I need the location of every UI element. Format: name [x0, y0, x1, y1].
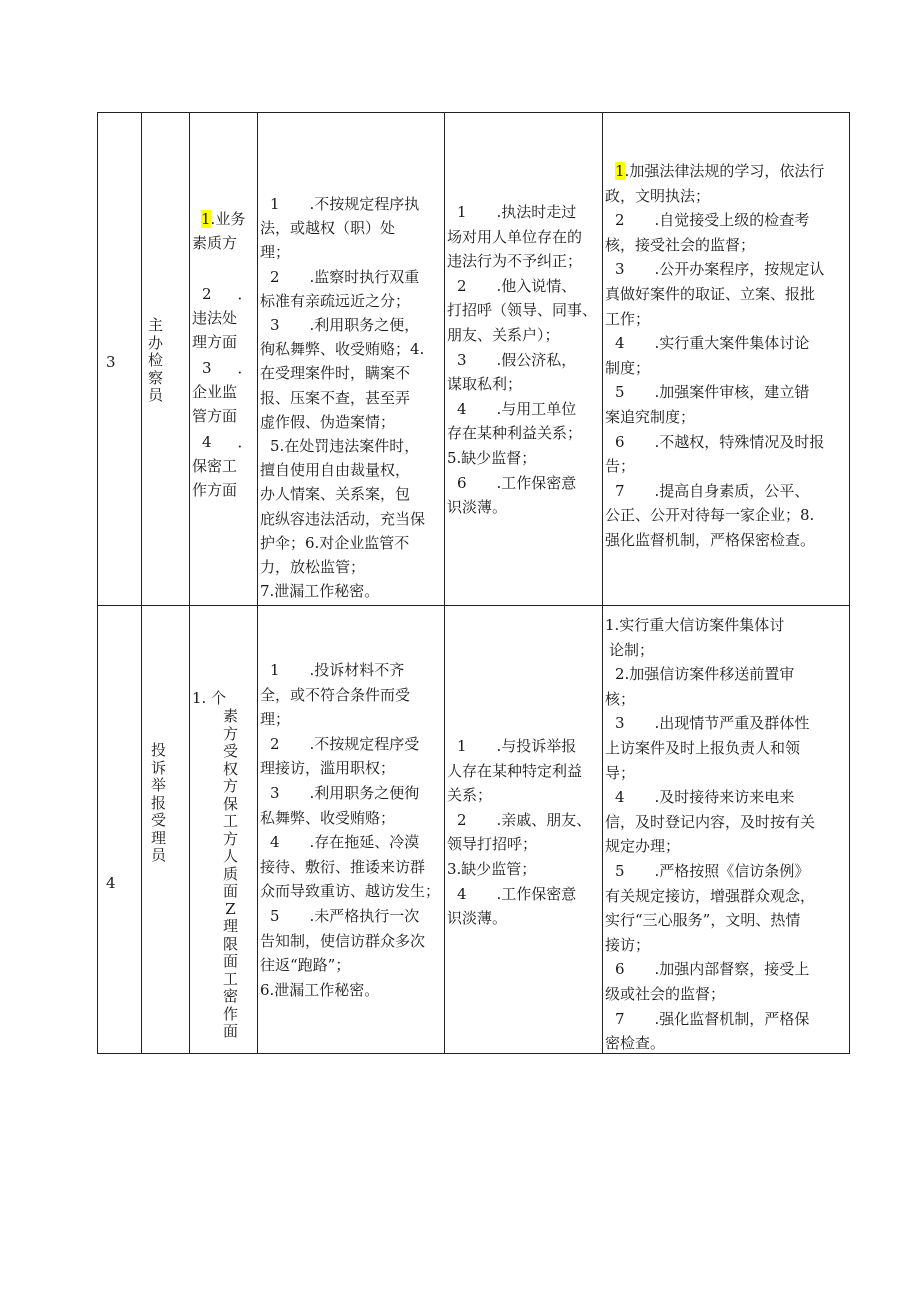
table-border-left	[97, 112, 98, 1054]
role-label: 投 诉 举 报 受 理 员	[150, 741, 166, 864]
risk-factors-vertical-text: 素 方 受 权 方 保 工 方 人 质 面 Z 理 限 面 工 密 作 面	[222, 707, 238, 1040]
risk-factor-1: 1.业务 素质方	[192, 210, 246, 252]
risk-factor-4: 4 ． 保密工 作方面	[192, 433, 253, 499]
col-divider-1	[141, 112, 142, 1054]
row-divider	[97, 605, 850, 606]
table-border-right	[849, 112, 850, 1054]
risk-manifestations: 1 .不按规定程序执 法，或越权（职）处 理； 2 .监察时执行双重 标准有亲疏远近之分； 3 .利用职务之便， 徇私舞弊、收受贿赂；4. 在受理案件时，瞒案不 报、压案不查，甚至弄 虚作假、伪造案情； 5.在处罚违法案件时， 擅自使用自由裁量权， 办人情案、关系案，包 庇纵容违法活动，充当保 护伞；6.对企业监管不 力，放松监管； 7.泄漏工作秘密。	[260, 195, 426, 601]
table-border-top	[97, 112, 850, 113]
risk-factor-heading: 1. 个	[192, 689, 227, 707]
prevention-measures: 1.加强法律法规的学习，依法行 政，文明执法； 2 .自觉接受上级的检查考 核，接受社会的监督； 3 .公开办案程序，按规定认 真做好案件的取证、立案、报批 工作； 4 .实行重大案件集体讨论 制度； 5 .加强案件审核，建立错 案追究制度； 6 .不越权，特殊情况及时报 告； 7 .提高自身素质，公平、 公正、公开对待每一家企业；8. 强化监督机制，严格保密检查。	[605, 162, 825, 549]
role-label: 主 办 检 察 员	[147, 316, 163, 404]
risk-manifestations: 1 .投诉材料不齐 全，或不符合条件而受 理； 2 .不按规定程序受 理接访，滥用职权； 3 .利用职务之便徇 私舞弊、收受贿赂； 4 .存在拖延、冷漠 接待、敷衍、推诿来访群 众而导致重访、越访发生； 5 .未严格执行一次 告知制，使信访群众多次 往返“跑路”； 6.泄漏工作秘密。	[260, 661, 441, 999]
risk-causes: 1 .与投诉举报 人存在某种特定利益 关系； 2 .亲戚、朋友、 领导打招呼； 3.缺少监管； 4 .工作保密意 识淡薄。	[447, 737, 592, 928]
col-divider-4	[444, 112, 445, 1054]
row-number: 3	[106, 353, 116, 371]
risk-table	[97, 112, 850, 1054]
prevention-measures: 1.实行重大信访案件集体讨 论制； 2.加强信访案件移送前置审 核； 3 .出现情节严重及群体性 上访案件及时上报负责人和领 导； 4 .及时接待来访来电来 信，及时登记内容，及时按有关 规定办理； 5 .严格按照《信访条例》 有关规定接访，增强群众观念， 实行“三心服务”，文明、热情 接访； 6 .加强内部督察，接受上 级或社会的监督； 7 .强化监督机制，严格保 密检查。	[605, 616, 816, 1053]
risk-factor-3: 3 ． 企业监 管方面	[192, 359, 253, 425]
risk-causes: 1 .执法时走过 场对用人单位存在的 违法行为不予纠正； 2 .他入说情、 打招呼（领导、同事、 朋友、关系户）； 3 .假公济私， 谋取私利； 4 .与用工单位 存在某种利益关系； 5.缺少监督； 6 .工作保密意 识淡薄。	[447, 203, 598, 517]
col-divider-2	[189, 112, 190, 1054]
col-divider-3	[257, 112, 258, 1054]
risk-factor-2: 2 ． 违法处 理方面	[192, 285, 253, 351]
row-number: 4	[106, 874, 116, 892]
col-divider-5	[602, 112, 603, 1054]
